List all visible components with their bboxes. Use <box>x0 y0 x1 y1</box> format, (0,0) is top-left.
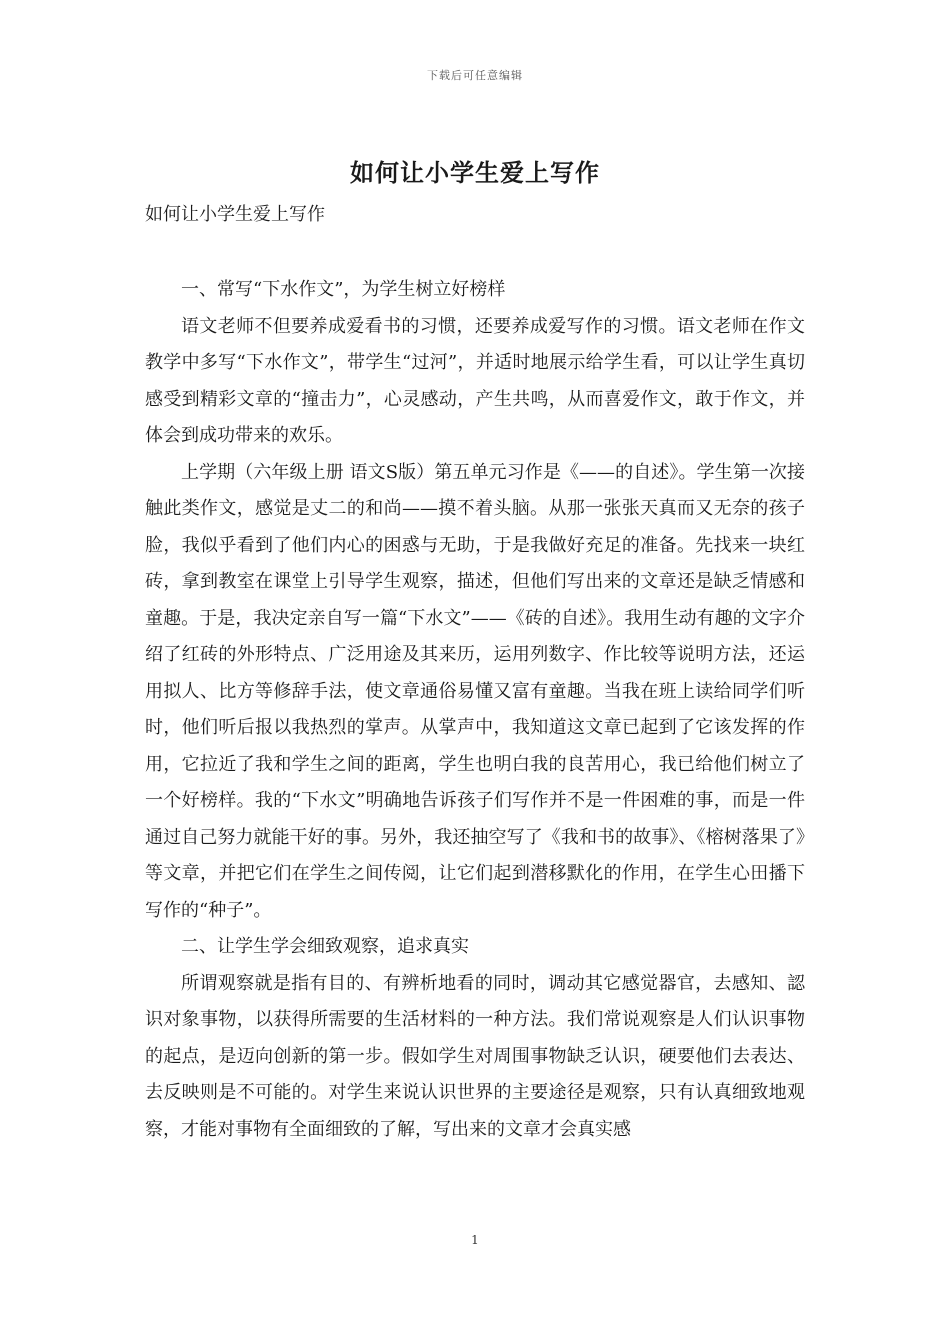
document-title: 如何让小学生爱上写作 <box>350 158 600 187</box>
document-body <box>145 272 805 1148</box>
paragraph: 语文老师不但要养成爱看书的习惯，还要养成爱写作的习惯。语文老师在作文教学中多写“下水作文”，带学生“过河”，并适时地展示给学生看，可以让学生真切感受到精彩文章的“撞击力”，心灵感动，产生共鸣，从而喜爱作文，敢于作文，并体会到成功带来的欢乐。 <box>145 315 805 446</box>
document-subtitle: 如何让小学生爱上写作 <box>145 204 325 225</box>
section-heading-2: 二、让学生学会细致观察，追求真实 <box>181 936 469 957</box>
page-number: 1 <box>471 1233 479 1247</box>
header-note: 下载后可任意编辑 <box>427 69 523 82</box>
section-heading-1: 一、常写“下水作文”，为学生树立好榜样 <box>181 279 506 300</box>
paragraph: 上学期（六年级上册 语文S版）第五单元习作是《——的自述》。学生第一次接触此类作文，感觉是丈二的和尚——摸不着头脑。从那一张张天真而又无奈的孩子脸，我似乎看到了他们内心的困惑与无助，于是我做好充足的准备。先找来一块红砖，拿到教室在课堂上引导学生观察，描述，但他们写出来的文章还是缺乏情感和童趣。于是，我决定亲自写一篇“下水文”——《砖的自述》。我用生动有趣的文字介绍了红砖的外形特点、广泛用途及其来历，运用列数字、作比较等说明方法，还运用拟人、比方等修辞手法，使文章通俗易懂又富有童趣。当我在班上读给同学们听时，他们听后报以我热烈的掌声。从掌声中，我知道这文章已起到了它该发挥的作用，它拉近了我和学生之间的距离，学生也明白我的良苦用心，我已给他们树立了一个好榜样。我的“下水文”明确地告诉孩子们写作并不是一件困难的事，而是一件通过自己努力就能干好的事。另外，我还抽空写了《我和书的故事》、《榕树落果了》等文章，并把它们在学生之间传阅，让它们起到潜移默化的作用，在学生心田播下写作的“种子”。 <box>145 461 805 921</box>
paragraph: 所谓观察就是指有目的、有辨析地看的同时，调动其它感觉器官，去感知、認识对象事物，以获得所需要的生活材料的一种方法。我们常说观察是人们认识事物的起点，是迈向创新的第一步。假如学生对周围事物缺乏认识，硬要他们去表达、去反映则是不可能的。对学生来说认识世界的主要途径是观察，只有认真细致地观察，才能对事物有全面细致的了解，写出来的文章才会真实感 <box>145 972 805 1140</box>
